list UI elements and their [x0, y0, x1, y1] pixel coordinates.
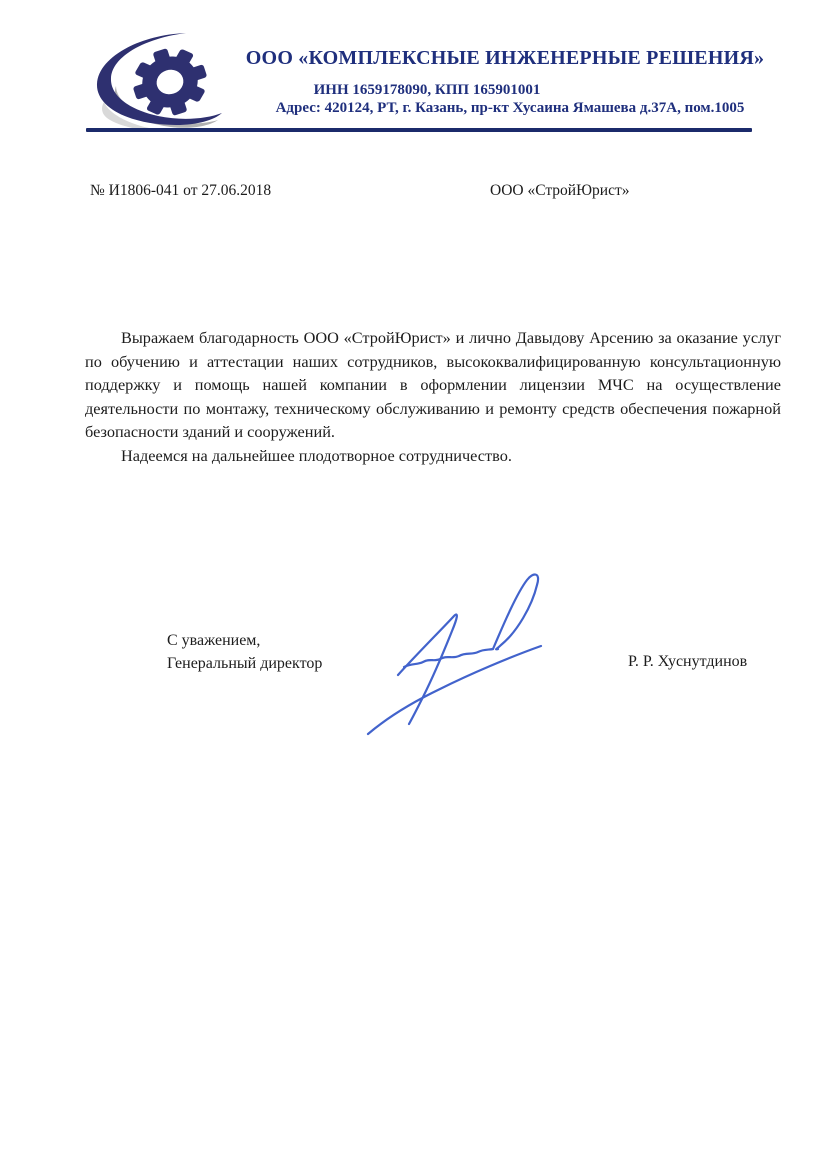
signature-stroke — [493, 575, 538, 650]
company-logo — [86, 32, 246, 132]
letter-number-date: № И1806-041 от 27.06.2018 — [90, 182, 272, 199]
header-divider — [86, 128, 752, 132]
signature-autograph — [360, 558, 560, 730]
letter-body — [85, 326, 781, 467]
signature-stroke — [404, 649, 493, 667]
company-address: Адрес: 420124, РТ, г. Казань, пр-кт Хусаина Ямашева д.37А, пом.1005 — [275, 100, 745, 116]
company-inn-kpp: ИНН 1659178090, КПП 165901001 — [313, 82, 541, 98]
signature-stroke — [368, 646, 541, 734]
body-paragraph-1: Выражаем благодарность ООО «СтройЮрист» и лично Давыдову Арсению за оказание услуг по обучению и аттестации наших сотрудников, высококвалифицированную консультационную поддержку и помощь нашей компании в оформлении лицензии МЧС на осуществление деятельности по монтажу, техническому обслуживанию и ремонту средств обеспечения пожарной безопасности зданий и сооружений. — [85, 328, 781, 441]
signer-name: Р. Р. Хуснутдинов — [628, 653, 748, 670]
closing-line: С уважением, — [167, 632, 261, 649]
company-name: ООО «КОМПЛЕКСНЫЕ ИНЖЕНЕРНЫЕ РЕШЕНИЯ» — [245, 47, 765, 69]
body-paragraph-2: Надеемся на дальнейшее плодотворное сотрудничество. — [121, 445, 512, 465]
recipient-name: ООО «СтройЮрист» — [490, 182, 630, 199]
signer-title: Генеральный директор — [167, 655, 323, 672]
